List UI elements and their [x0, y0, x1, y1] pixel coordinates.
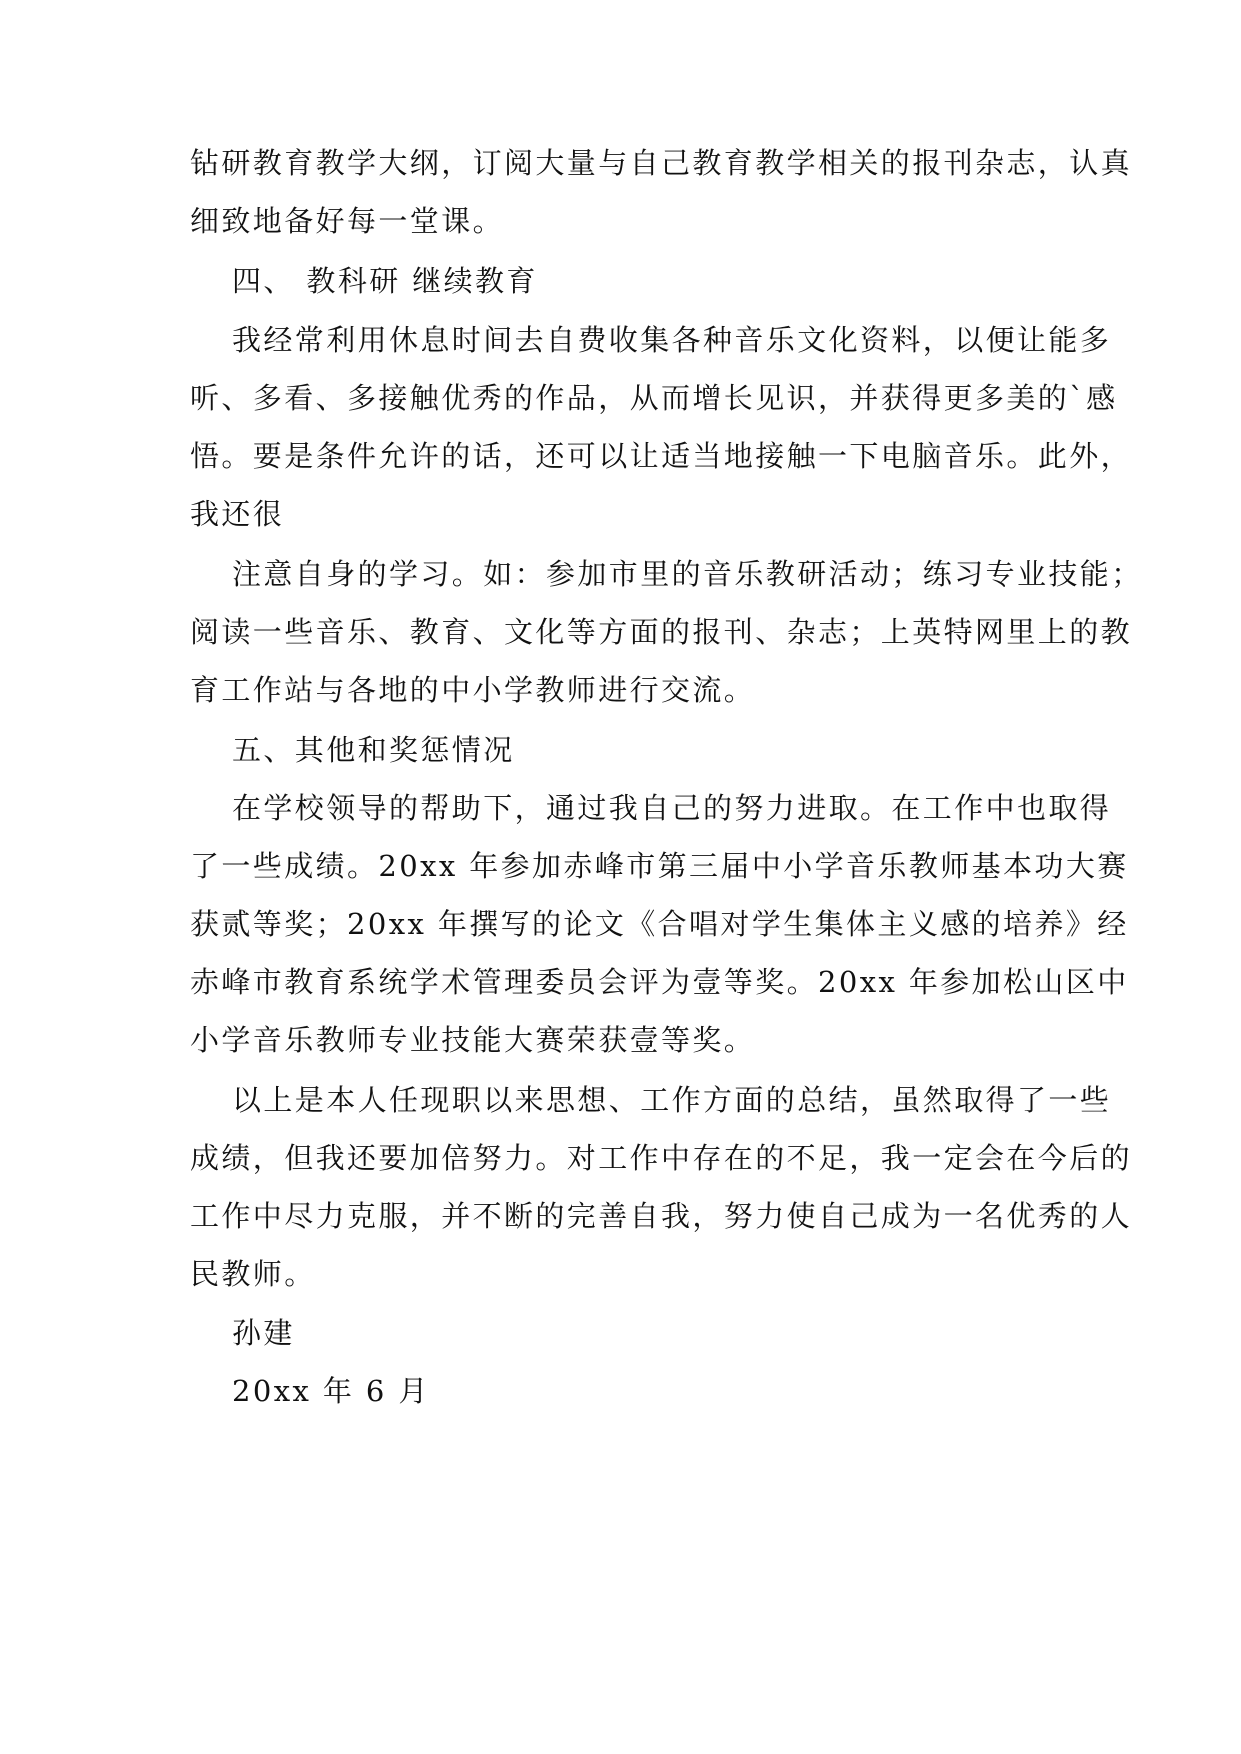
text-line: 工作中尽力克服，并不断的完善自我，努力使自己成为一名优秀的人	[190, 1199, 1133, 1233]
text-line: 育工作站与各地的中小学教师进行交流。	[190, 673, 756, 707]
text-line: 细致地备好每一堂课。	[190, 204, 505, 238]
text-line: 悟。要是条件允许的话，还可以让适当地接触一下电脑音乐。此外，	[190, 439, 1133, 473]
text-line: 在学校领导的帮助下，通过我自己的努力进取。在工作中也取得	[232, 791, 1112, 825]
section-heading: 四、 教科研 继续教育	[232, 264, 538, 298]
text-line: 民教师。	[190, 1257, 316, 1291]
text-line: 注意自身的学习。如：参加市里的音乐教研活动；练习专业技能；	[232, 557, 1143, 591]
text-line: 以上是本人任现职以来思想、工作方面的总结，虽然取得了一些	[232, 1083, 1112, 1117]
text-line: 阅读一些音乐、教育、文化等方面的报刊、杂志；上英特网里上的教	[190, 615, 1133, 649]
signature-name: 孙建	[232, 1316, 295, 1350]
text-line: 我经常利用休息时间去自费收集各种音乐文化资料，以便让能多	[232, 323, 1112, 357]
text-line: 获贰等奖；20xx 年撰写的论文《合唱对学生集体主义感的培养》经	[190, 907, 1129, 941]
signature-date: 20xx 年 6 月	[232, 1374, 430, 1408]
section-heading: 五、其他和奖惩情况	[232, 733, 515, 767]
text-line: 赤峰市教育系统学术管理委员会评为壹等奖。20xx 年参加松山区中	[190, 965, 1129, 999]
text-line: 小学音乐教师专业技能大赛荣获壹等奖。	[190, 1023, 756, 1057]
text-line: 听、多看、多接触优秀的作品，从而增长见识，并获得更多美的`感	[190, 381, 1118, 415]
text-line: 成绩，但我还要加倍努力。对工作中存在的不足，我一定会在今后的	[190, 1141, 1133, 1175]
text-line: 钻研教育教学大纲，订阅大量与自己教育教学相关的报刊杂志，认真	[190, 146, 1133, 180]
text-line: 了一些成绩。20xx 年参加赤峰市第三届中小学音乐教师基本功大赛	[190, 849, 1129, 883]
text-line: 我还很	[190, 497, 285, 531]
